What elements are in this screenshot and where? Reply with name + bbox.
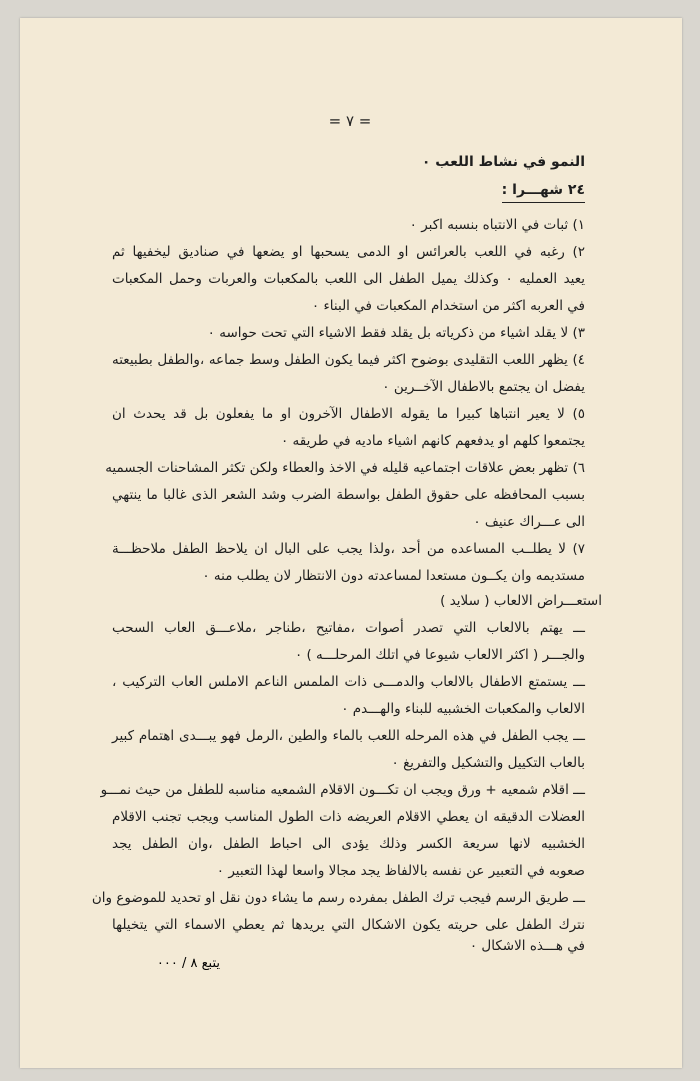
heading-age-text: ٢٤ شهـــرا : (502, 180, 585, 203)
item-line: ٦) تظهر بعض علاقات اجتماعيه قليله في الاخذ والعطاء ولكن تكثر المشاحنات الجسميه (105, 460, 585, 476)
item-line: ٣) لا يقلد اشياء من ذكرياته بل يقلد فقط الاشياء التي تحت حواسه ٠ (207, 325, 585, 341)
item-line: ٥) لا يعير انتباها كبيرا ما يقوله الاطفال الآخرون او ما يفعلون بل قد يحدث ان (112, 406, 585, 422)
item-line: ـــ يجب الطفل في هذه المرحله اللعب بالماء والطين ،الرمل فهو يبـــدى اهتمام كبير (112, 728, 585, 744)
item-line: ١) ثبات في الانتباه بنسبه اكبر ٠ (409, 217, 585, 233)
heading-age (112, 180, 585, 203)
item-line: ـــ طريق الرسم فيجب ترك الطفل بمفرده رسم ما يشاء دون نقل او تحديد للموضوع وان (91, 890, 585, 906)
page-number: = ٧ = (328, 112, 372, 130)
item-line: ٢) رغبه في اللعب بالعرائس او الدمى يسحبها او يضعها في صناديق ليخفيها ثم (112, 244, 585, 260)
item-line: يجتمعوا كلهم او يدفعهم كانهم اشياء ماديه في طريقه ٠ (280, 433, 585, 449)
item-line: بالعاب التكييل والتشكيل والتفريغ ٠ (391, 755, 585, 771)
item-line: الالعاب والمكعبات الخشبيه للبناء والهـــدم ٠ (341, 701, 585, 717)
section-title: استعـــراض الالعاب ( سلايد ) (440, 593, 602, 609)
item-line: العضلات الدقيقه ان يعطي الاقلام العريضه ذات الطول المناسب ويجب تجنب الاقلام (112, 809, 585, 825)
continuation-note: يتبع ٨ / ٠٠٠ (156, 956, 220, 971)
item-line: ٧) لا يطلــب المساعده من أحد ،ولذا يجب على البال ان يلاحظ الطفل ملاحظـــة (112, 541, 585, 557)
item-line: في العربه اكثر من استخدام المكعبات في البناء ٠ (311, 298, 585, 314)
item-line: الى عـــراك عنيف ٠ (473, 514, 585, 530)
item-line: ـــ اقلام شمعيه + ورق ويجب ان تكـــون الاقلام الشمعيه مناسبه للطفل من حيث نمـــو (100, 782, 585, 798)
item-line: والجـــر ( اكثر الالعاب شيوعا في اتلك المرحلـــه ) ٠ (294, 647, 585, 663)
heading-title: النمو في نشاط اللعب ٠ (421, 154, 585, 170)
item-line: ـــ يستمتع الاطفال بالالعاب والدمـــى ذات الملمس الناعم الاملس العاب التركيب ، (112, 674, 585, 690)
item-line: يفضل ان يجتمع بالاطفال الآخــرين ٠ (382, 379, 585, 395)
item-line: مستديمه وان يكــون مستعدا لمساعدته دون الانتظار لان يطلب منه ٠ (202, 568, 585, 584)
item-line: في هـــذه الاشكال ٠ (469, 938, 585, 954)
item-line: ـــ يهتم بالالعاب التي تصدر أصوات ،مفاتيح ،طناجر ،ملاعـــق العاب السحب (112, 620, 585, 636)
item-line: صعوبه في التعبير عن نفسه بالالفاظ يجد مجالا واسعا لهذا التعبير ٠ (216, 863, 585, 879)
item-line: ٤) يظهر اللعب التقليدى بوضوح اكثر فيما يكون الطفل وسط جماعه ،والطفل بطبيعته (112, 352, 585, 368)
item-line: نترك الطفل على حريته يكون الاشكال التي يريدها ثم يعطي الاسماء التي يتخيلها (112, 917, 585, 933)
item-line: يعيد العمليه ٠ وكذلك يميل الطفل الى اللعب بالمكعبات والعربات وحمل المكعبات (112, 271, 586, 287)
item-line: بسبب المحافظه على حقوق الطفل بواسطة الضرب وشد الشعر الذى غالبا ما ينتهي (112, 487, 585, 503)
item-line: الخشبيه لانها سريعة الكسر وذلك يؤدى الى احباط الطفل ،وان الطفل يجد (112, 836, 585, 852)
